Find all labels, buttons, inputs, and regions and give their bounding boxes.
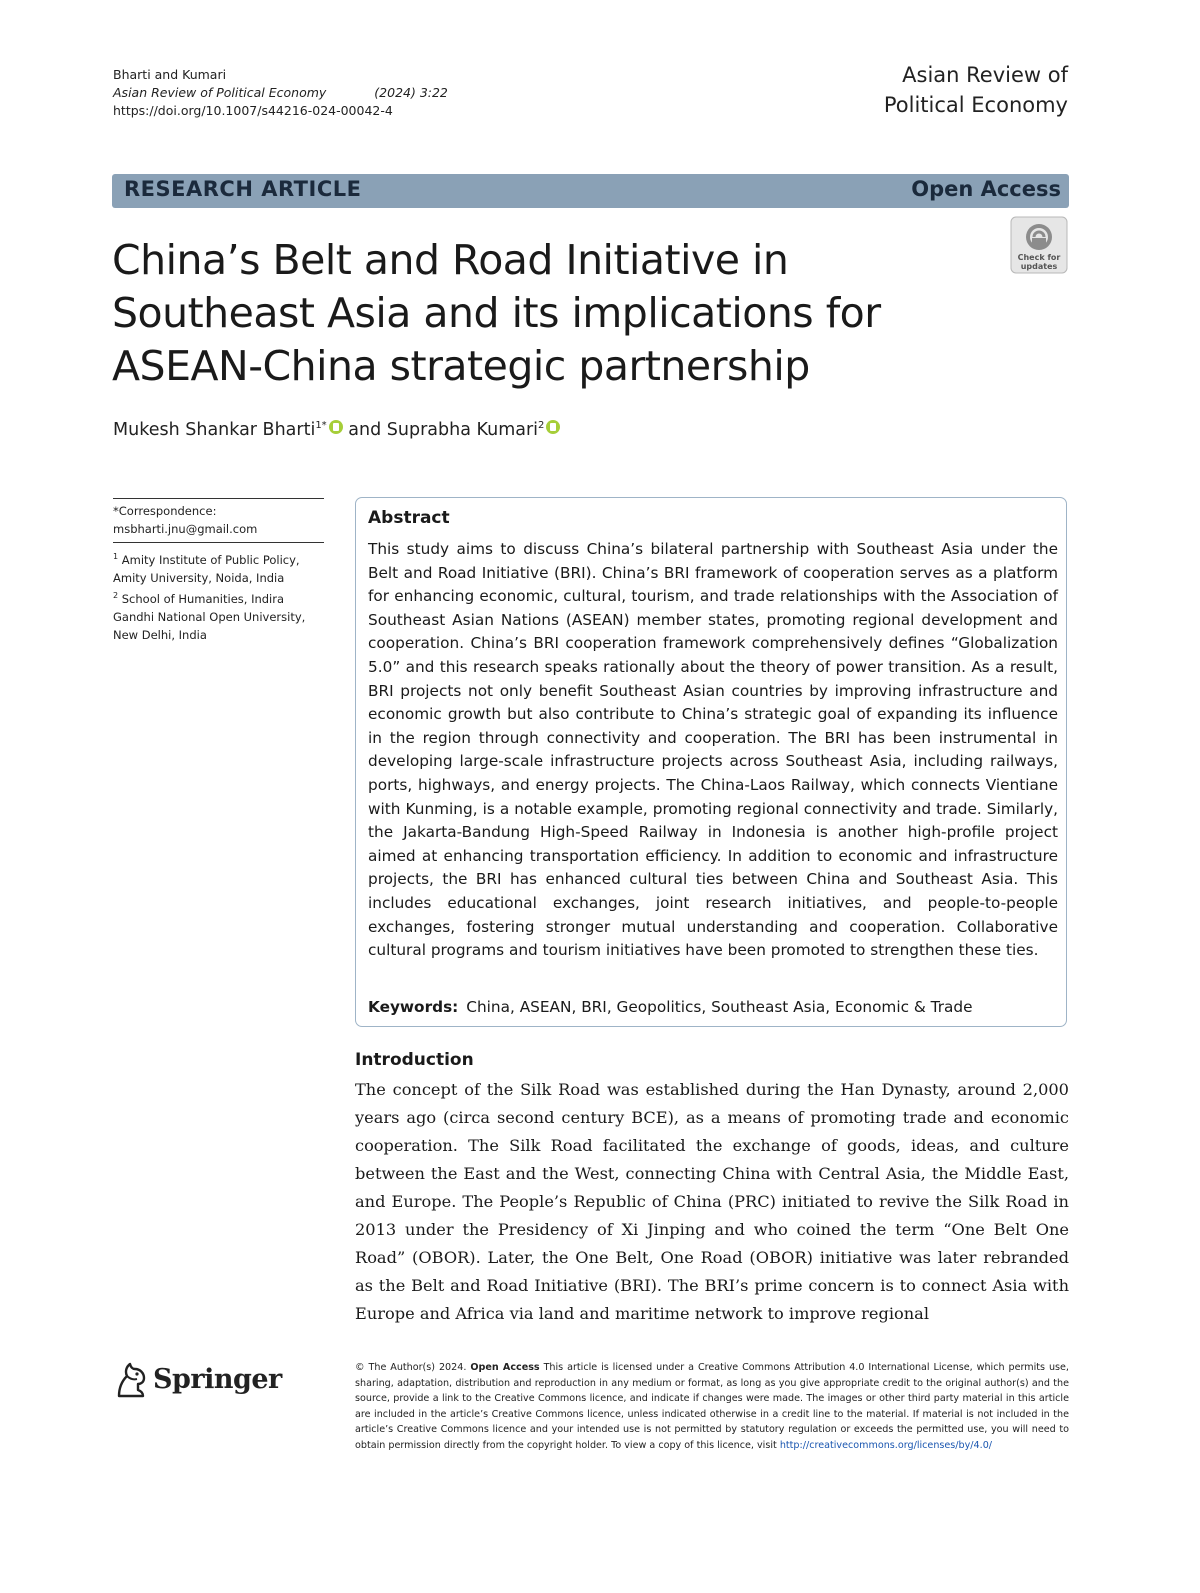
author-conjunction: and bbox=[348, 420, 382, 440]
abstract-heading: Abstract bbox=[368, 508, 450, 528]
running-authors: Bharti and Kumari bbox=[113, 67, 227, 82]
brand-line-1: Asian Review of bbox=[902, 63, 1068, 87]
copyright-text: © The Author(s) 2024. bbox=[355, 1362, 467, 1373]
svg-text:updates: updates bbox=[1020, 262, 1058, 271]
divider bbox=[113, 542, 324, 543]
keywords bbox=[368, 998, 973, 1016]
affiliation-item bbox=[113, 587, 328, 644]
author-affiliation-marker: 2 bbox=[538, 420, 545, 432]
affiliation-number: 2 bbox=[113, 590, 119, 600]
abstract-text: This study aims to discuss China’s bilateral partnership with Southeast Asia under the Belt and Road Initiative (BRI). China’s BRI framework of cooperation serves as a platform for enhancing economic, cultural, tourism, and trade relationships with the Association of Southeast Asian Nations (ASEAN) member states, promoting regional development and cooperation. China’s BRI cooperation framework comprehensively defines “Globalization 5.0” and this research speaks rationally about the theory of power transition. As a result, BRI projects not only benefit Southeast Asian countries by improving infrastructure and economic growth but also contribute to China’s strategic goal of expanding its influence in the region through connectivity and cooperation. The BRI has been instrumental in developing large-scale infrastructure projects across Southeast Asia, including railways, ports, highways, and energy projects. The China-Laos Railway, which connects Vientiane with Kunming, is a notable example, promoting regional connectivity and trade. Similarly, the Jakarta-Bandung High-Speed Railway in Indonesia is another high-profile project aimed at enhancing transportation efficiency. In addition to economic and infrastructure projects, the BRI has enhanced cultural ties between China and Southeast Asia. This includes educational exchanges, joint research initiatives, and people-to-people exchanges, fostering stronger mutual understanding and cooperation. Collaborative cultural programs and tourism initiatives have been promoted to strengthen these ties. bbox=[368, 540, 1058, 960]
orcid-icon[interactable] bbox=[329, 420, 343, 434]
article-type-label: RESEARCH ARTICLE bbox=[124, 177, 362, 201]
introduction-text: The concept of the Silk Road was established during the Han Dynasty, around 2,000 years ago (circa second century BCE), as a means of promoting trade and economic cooperation. The Silk Road facilitated the exchange of goods, ideas, and culture between the East and the West, connecting China with Central Asia, the Middle East, and Europe. The People’s Republic of China (PRC) initiated to revive the Silk Road in 2013 under the Presidency of Xi Jinping and who coined the term “One Belt One Road” (OBOR). Later, the One Belt, One Road (OBOR) initiative was later rebranded as the Belt and Road Initiative (BRI). The BRI’s prime concern is to connect Asia with Europe and Africa via land and maritime network to improve regional bbox=[355, 1080, 1069, 1323]
affiliation-text: Amity Institute of Public Policy, Amity University, Noida, India bbox=[113, 552, 300, 585]
svg-text:Check for: Check for bbox=[1017, 253, 1061, 262]
article-title: China’s Belt and Road Initiative in Southeast Asia and its implications for ASEAN-China strategic partnership bbox=[112, 236, 881, 390]
journal-citation bbox=[113, 84, 448, 102]
author-list bbox=[113, 420, 560, 440]
year-volume: (2024) 3:22 bbox=[374, 85, 448, 100]
divider bbox=[113, 498, 324, 499]
article-meta bbox=[113, 66, 448, 120]
author-affiliation-marker: 1* bbox=[315, 420, 327, 432]
author-name[interactable]: Suprabha Kumari bbox=[386, 420, 539, 440]
license-link[interactable]: http://creativecommons.org/licenses/by/4.0/ bbox=[779, 1439, 993, 1451]
publisher-name: Springer bbox=[153, 1364, 282, 1395]
correspondence bbox=[113, 502, 328, 538]
license-notice bbox=[355, 1360, 1069, 1454]
introduction-heading: Introduction bbox=[355, 1050, 474, 1070]
affiliations bbox=[113, 548, 328, 644]
orcid-icon[interactable] bbox=[546, 420, 560, 434]
license-open-access: Open Access bbox=[470, 1362, 540, 1373]
correspondence-email[interactable]: msbharti.jnu@gmail.com bbox=[113, 522, 258, 536]
check-for-updates-icon[interactable] bbox=[1010, 216, 1068, 274]
journal-brand bbox=[884, 60, 1068, 120]
affiliation-text: School of Humanities, Indira Gandhi National Open University, New Delhi, India bbox=[113, 591, 306, 642]
open-access-label: Open Access bbox=[911, 177, 1061, 201]
author-name[interactable]: Mukesh Shankar Bharti bbox=[113, 420, 316, 440]
keywords-label: Keywords: bbox=[368, 998, 459, 1016]
correspondence-label: *Correspondence: bbox=[113, 504, 217, 518]
article-type-banner bbox=[112, 174, 1069, 208]
affiliation-item bbox=[113, 548, 328, 587]
springer-logo bbox=[113, 1360, 282, 1404]
doi-link[interactable]: https://doi.org/10.1007/s44216-024-00042-4 bbox=[113, 103, 393, 118]
affiliation-number: 1 bbox=[113, 552, 119, 561]
springer-horse-icon bbox=[113, 1360, 149, 1400]
license-text: This article is licensed under a Creative Commons Attribution 4.0 International License, which permits use, sharing, adaptation, distribution and reproduction in any medium or format, as long as you give appropriate credit to the original author(s) and the source, provide a link to the Creative Commons licence, and indicate if changes were made. The images or other third party material in this article are included in the article’s Creative Commons licence, unless indicated otherwise in a credit line to the material. If material is not included in the article’s Creative Commons licence and your intended use is not permitted by statutory regulation or exceeds the permitted use, you will need to obtain permission directly from the copyright holder. To view a copy of this licence, visit bbox=[355, 1362, 1069, 1451]
keywords-list: China, ASEAN, BRI, Geopolitics, Southeast Asia, Economic & Trade bbox=[466, 998, 973, 1016]
journal-name: Asian Review of Political Economy bbox=[113, 85, 327, 100]
brand-line-2: Political Economy bbox=[883, 93, 1068, 117]
